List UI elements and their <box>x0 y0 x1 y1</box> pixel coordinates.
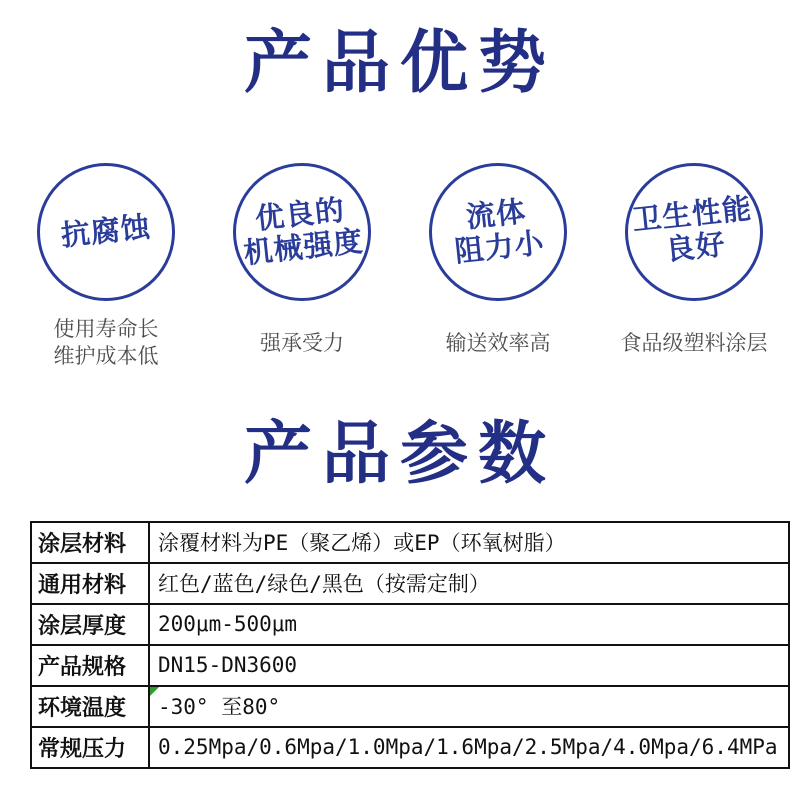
row-label: 常规压力 <box>31 727 149 768</box>
advantage-caption <box>621 315 768 371</box>
circle-text-line: 良好 <box>664 229 728 268</box>
table-row-ambient-temperature <box>31 686 789 727</box>
row-label: 涂层厚度 <box>31 604 149 645</box>
row-value-cell <box>149 563 789 604</box>
circle-text-line: 机械强度 <box>242 226 366 271</box>
row-value: 0.25Mpa/0.6Mpa/1.0Mpa/1.6Mpa/2.5Mpa/4.0Mpa/6.4MPa <box>158 735 778 760</box>
advantage-circle-text <box>239 193 365 272</box>
row-value-cell <box>149 522 789 563</box>
row-value: DN15-DN3600 <box>158 653 298 678</box>
advantages-title: 产品优势 <box>243 24 556 103</box>
parameters-title: 产品参数 <box>243 415 556 495</box>
advantage-item-anticorrosion <box>22 163 190 371</box>
row-value-cell <box>149 727 789 768</box>
table-row-product-spec <box>31 645 789 686</box>
row-label: 产品规格 <box>31 645 149 686</box>
advantage-caption <box>446 315 551 371</box>
advantage-circle <box>625 163 763 301</box>
table-row-general-material <box>31 563 789 604</box>
advantage-circle <box>233 163 371 301</box>
table-row-coating-material <box>31 522 789 563</box>
advantage-circle-text <box>450 195 546 271</box>
advantage-item-hygienic <box>610 163 778 371</box>
advantage-caption <box>260 315 344 371</box>
row-value-cell <box>149 686 789 727</box>
row-value: -30° 至80° <box>158 695 281 720</box>
caption-line: 输送效率高 <box>445 331 551 355</box>
advantage-item-low-fluid-resistance <box>414 163 582 371</box>
row-value: 红色/蓝色/绿色/黑色（按需定制） <box>158 572 490 597</box>
advantage-circle <box>429 163 567 301</box>
circle-text-line: 阻力小 <box>453 227 547 269</box>
advantages-list <box>0 163 800 371</box>
circle-text-line: 优良的 <box>253 194 347 236</box>
circle-text-line: 卫生性能 <box>630 192 754 238</box>
advantage-circle <box>37 163 175 301</box>
caption-line: 维护成本低 <box>53 345 159 369</box>
row-value-cell <box>149 604 789 645</box>
caption-line: 使用寿命长 <box>53 318 159 342</box>
table-row-standard-pressure <box>31 727 789 768</box>
cell-comment-marker <box>150 687 159 696</box>
caption-line: 食品级塑料涂层 <box>620 331 768 355</box>
caption-line: 强承受力 <box>260 331 344 355</box>
row-value: 涂覆材料为PE（聚乙烯）或EP（环氧树脂） <box>158 531 566 556</box>
circle-text-line: 流体 <box>464 196 528 235</box>
advantage-item-mechanical-strength <box>218 163 386 371</box>
advantage-caption <box>54 315 159 371</box>
row-label: 涂层材料 <box>31 522 149 563</box>
advantage-circle-text <box>631 193 757 272</box>
table-row-coating-thickness <box>31 604 789 645</box>
advantage-circle-text <box>59 211 152 254</box>
row-value-cell <box>149 645 789 686</box>
row-value: 200μm-500μm <box>158 612 298 637</box>
parameters-table <box>30 521 790 769</box>
row-label: 通用材料 <box>31 563 149 604</box>
row-label: 环境温度 <box>31 686 149 727</box>
circle-text-line: 抗腐蚀 <box>59 211 153 253</box>
